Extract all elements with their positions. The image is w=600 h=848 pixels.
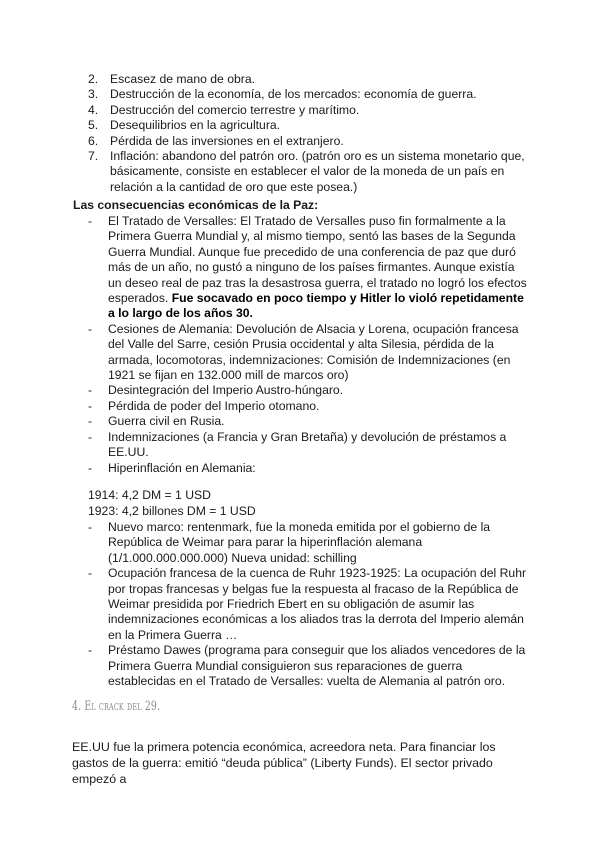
list-item-otomano	[88, 399, 528, 414]
list-item: 5. Desequilibrios en la agricultura.	[88, 118, 281, 133]
dash-bullet: -	[88, 460, 93, 475]
list-item: 7. Inflación: abandono del patrón oro. (patrón oro es un sistema monetario que, básicamente, consiste en establecer el valor de la moneda de un país en relación a la cantidad de oro que este posea.)	[88, 149, 525, 194]
dash-bullet: -	[88, 414, 93, 429]
inflation-line-1923: 1923: 4,2 billones DM = 1 USD	[88, 504, 256, 518]
list-item: 2. Escasez de mano de obra.	[88, 72, 255, 86]
dash-bullet: -	[88, 214, 93, 228]
list-item-rusia	[88, 414, 528, 429]
dash-list-postwar	[88, 520, 528, 689]
list-item-hiperinflacion	[88, 461, 528, 476]
dash-bullet: -	[88, 520, 93, 534]
dash-bullet: -	[88, 643, 93, 658]
dash-bullet: -	[88, 429, 93, 444]
versalles-text: El Tratado de Versalles: El Tratado de Versalles puso fin formalmente a la Primera Guerra Mundial y, al mismo tiempo, sentó las bases de la Segunda Guerra Mundial. Aunque fue precedido de una conferencia de paz que duró más de un año, no gustó a ninguno de los países firmantes. Aunque existía un deseo real de paz tras la desastrosa guerra, el tratado no logró los efectos esperados.	[108, 214, 527, 306]
dash-bullet: -	[88, 321, 93, 336]
rusia-text: Guerra civil en Rusia.	[108, 414, 225, 429]
section-heading: Las consecuencias económicas de la Paz:	[73, 198, 319, 212]
list-item-austro	[88, 383, 528, 398]
list-item-ruhr	[88, 566, 528, 643]
list-item-dawes	[88, 643, 528, 689]
dash-bullet: -	[88, 398, 93, 413]
dash-bullet: -	[88, 383, 93, 398]
dash-list-consequences	[88, 214, 528, 476]
dawes-text: Préstamo Dawes (programa para conseguir que los aliados vencedores de la Primera Guerra Mundial consiguieron sus reparaciones de guerra establecidas en el Tratado de Versalles: vuelta de Alemania al patrón oro.	[108, 643, 526, 689]
cesiones-text: Cesiones de Alemania: Devolución de Alsacia y Lorena, ocupación francesa del Valle del Sarre, cesión Prusia occidental y alta Silesia, pérdida de la armada, locomotoras, indemnizaciones: Comisión de Indemnizaciones (en 1921 se fijan en 132.000 mill de marcos oro)	[108, 321, 519, 383]
list-item: 6. Pérdida de las inversiones en el extranjero.	[88, 133, 344, 148]
list-item-indemnizaciones	[88, 430, 528, 461]
indemnizaciones-text: Indemnizaciones (a Francia y Gran Bretaña) y devolución de préstamos a EE.UU.	[108, 429, 507, 460]
otomano-text: Pérdida de poder del Imperio otomano.	[108, 398, 320, 413]
list-item-cesiones	[88, 322, 528, 384]
list-item-nuevo-marco	[88, 520, 528, 566]
body-paragraph: EE.UU fue la primera potencia económica, acreedora neta. Para financiar los gastos de la guerra: emitió “deuda pública” (Liberty Funds). El sector privado empezó a	[72, 740, 496, 786]
list-item: 3. Destrucción de la economía, de los mercados: economía de guerra.	[88, 87, 477, 102]
dash-bullet: -	[88, 566, 93, 581]
list-item-versalles	[88, 214, 528, 322]
numbered-list	[88, 72, 528, 195]
section-title-crack-29: 4. El crack del 29.	[72, 699, 161, 714]
nuevo-marco-text: Nuevo marco: rentenmark, fue la moneda emitida por el gobierno de la República de Weimar para parar la hiperinflación alemana (1/1.000.000.000.000) Nueva unidad: schilling	[108, 520, 491, 565]
versalles-bold-text: Fue socavado en poco tiempo y Hitler lo violó repetidamente a lo largo de los años 30.	[108, 291, 524, 321]
hiperinflacion-text: Hiperinflación en Alemania:	[108, 460, 256, 475]
inflation-line-1914: 1914: 4,2 DM = 1 USD	[88, 488, 211, 502]
ruhr-text: Ocupación francesa de la cuenca de Ruhr 1923-1925: La ocupación del Ruhr por tropas francesas y belgas fue la respuesta al fracaso de la República de Weimar presidida por Friedrich Ebert en su obligación de asumir las indemnizaciones económicas a los aliados tras la derrota del Imperio alemán en la Primera Guerra …	[108, 566, 527, 642]
austro-text: Desintegración del Imperio Austro-húngaro.	[108, 383, 344, 398]
list-item: 4. Destrucción del comercio terrestre y marítimo.	[88, 102, 360, 117]
